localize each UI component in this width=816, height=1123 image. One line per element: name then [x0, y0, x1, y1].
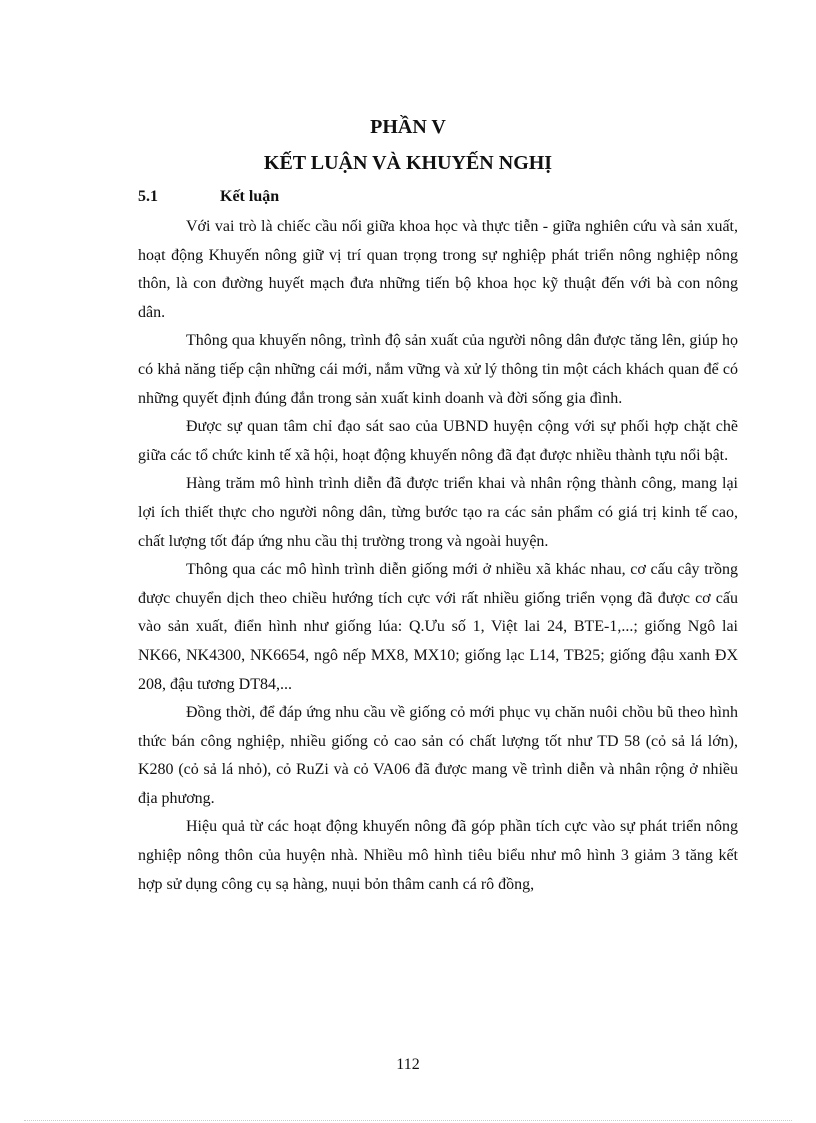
body-text	[138, 213, 738, 899]
part-title: PHẦN V	[370, 116, 446, 138]
page-divider	[24, 1120, 792, 1121]
paragraph: Được sự quan tâm chỉ đạo sát sao của UBND huyện cộng với sự phối hợp chặt chẽ giữa các tổ chức kinh tế xã hội, hoạt động khuyến nông đã đạt được nhiều thành tựu nổi bật.	[138, 418, 738, 464]
section-heading	[138, 186, 279, 208]
chapter-title: KẾT LUẬN VÀ KHUYẾN NGHỊ	[263, 152, 553, 174]
paragraph: Hiệu quả từ các hoạt động khuyến nông đã góp phần tích cực vào sự phát triển nông nghiệp nông thôn của huyện nhà. Nhiều mô hình tiêu biểu như mô hình 3 giảm 3 tăng kết hợp sử dụng công cụ sạ hàng, nuụi bỏn thâm canh cá rô đồng,	[138, 818, 738, 893]
section-number: 5.1	[138, 188, 158, 205]
page-number: 112	[396, 1056, 420, 1073]
paragraph: Thông qua các mô hình trình diễn giống mới ở nhiều xã khác nhau, cơ cấu cây trồng được chuyển dịch theo chiều hướng tích cực với rất nhiều giống triển vọng đã được cơ cấu vào sản xuất, điển hình như giống lúa: Q.Ưu số 1, Việt lai 24, BTE-1,...; giống Ngô lai NK66, NK4300, NK6654, ngô nếp MX8, MX10; giống lạc L14, TB25; giống đậu xanh ĐX 208, đậu tương DT84,...	[138, 561, 738, 693]
paragraph: Đồng thời, để đáp ứng nhu cầu về giống cỏ mới phục vụ chăn nuôi chồu bũ theo hình thức bán công nghiệp, nhiều giống cỏ cao sản có chất lượng tốt như TD 58 (cỏ sả lá lớn), K280 (cỏ sả lá nhỏ), cỏ RuZi và cỏ VA06 đã được mang về trình diễn và nhân rộng ở nhiều địa phương.	[138, 704, 738, 807]
section-title: Kết luận	[220, 188, 280, 205]
paragraph: Hàng trăm mô hình trình diễn đã được triển khai và nhân rộng thành công, mang lại lợi ích thiết thực cho người nông dân, từng bước tạo ra các sản phẩm có giá trị kinh tế cao, chất lượng tốt đáp ứng nhu cầu thị trường trong và ngoài huyện.	[138, 475, 738, 550]
paragraph: Thông qua khuyến nông, trình độ sản xuất của người nông dân được tăng lên, giúp họ có khả năng tiếp cận những cái mới, nắm vững và xử lý thông tin một cách khách quan để có những quyết định đúng đắn trong sản xuất kinh doanh và đời sống gia đình.	[138, 332, 738, 407]
paragraph: Với vai trò là chiếc cầu nối giữa khoa học và thực tiễn - giữa nghiên cứu và sản xuất, hoạt động Khuyến nông giữ vị trí quan trọng trong sự nghiệp phát triển nông nghiệp nông thôn, là con đường huyết mạch đưa những tiến bộ khoa học kỹ thuật đến với bà con nông dân.	[138, 218, 738, 321]
